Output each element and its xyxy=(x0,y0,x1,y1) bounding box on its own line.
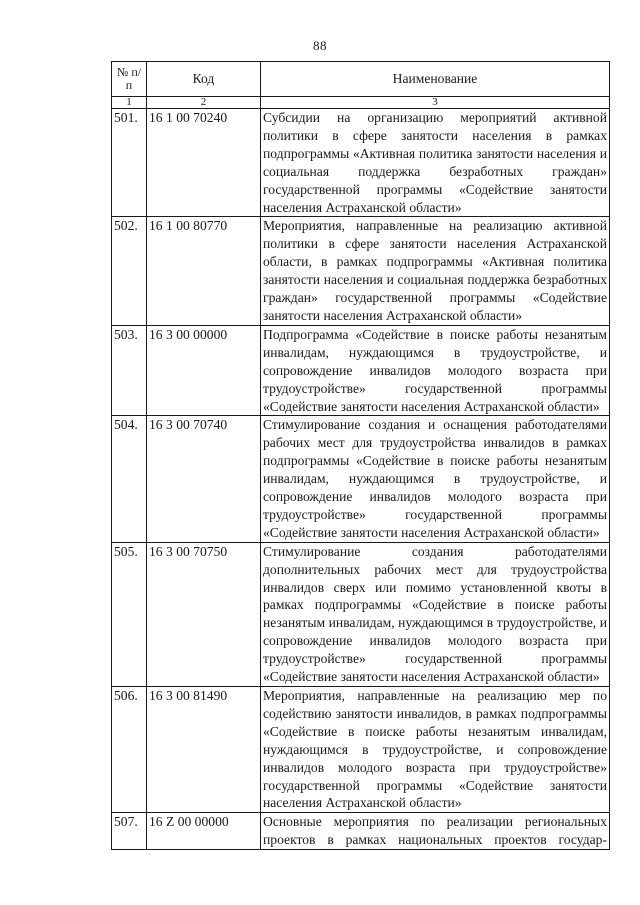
row-code: 16 1 00 70240 xyxy=(147,109,261,217)
column-index: 3 xyxy=(261,97,610,109)
row-number: 501. xyxy=(112,109,147,217)
row-code: 16 Z 00 00000 xyxy=(147,813,261,850)
table-row xyxy=(112,325,610,416)
table-row xyxy=(112,416,610,542)
row-name: Стимулирование создания и оснащения работодателями рабочих мест для трудоустройства инвалидов в рамках подпрограммы «Содействие в поиске работы незанятым инвалидам, нуждающимся в трудоустройстве, и сопровождение инвалидов молодого возраста при трудоустройстве» государственной программы «Содействие занятости населения Астраханской области» xyxy=(261,416,610,542)
column-index-row xyxy=(112,97,610,109)
table-row xyxy=(112,542,610,686)
row-name: Мероприятия, направленные на реализацию активной политики в сфере занятости населения Астраханской области, в рамках подпрограммы «Активная политика занятости населения и социальная поддержка безработных граждан» государственной программы «Содействие занятости населения Астраханской области» xyxy=(261,217,610,325)
row-number: 502. xyxy=(112,217,147,325)
header-number: № п/п xyxy=(112,62,147,97)
row-code: 16 3 00 81490 xyxy=(147,687,261,813)
table-row xyxy=(112,813,610,850)
table-header-row xyxy=(112,62,610,97)
table-row xyxy=(112,109,610,217)
table-row xyxy=(112,687,610,813)
header-code: Код xyxy=(147,62,261,97)
table-row xyxy=(112,217,610,325)
row-code: 16 1 00 80770 xyxy=(147,217,261,325)
row-code: 16 3 00 70740 xyxy=(147,416,261,542)
row-name: Основные мероприятия по реализации региональных проектов в рамках национальных проектов государ- xyxy=(261,813,610,850)
row-name: Подпрограмма «Содействие в поиске работы незанятым инвалидам, нуждающимся в трудоустройстве, и сопровождение инвалидов молодого возраста при трудоустройстве» государственной программы «Содействие занятости населения Астраханской области» xyxy=(261,325,610,416)
row-code: 16 3 00 00000 xyxy=(147,325,261,416)
budget-classification-table xyxy=(111,61,610,850)
header-name: Наименование xyxy=(261,62,610,97)
row-number: 507. xyxy=(112,813,147,850)
column-index: 2 xyxy=(147,97,261,109)
row-name: Субсидии на организацию мероприятий активной политики в сфере занятости населения в рамках подпрограммы «Активная политика занятости населения и социальная поддержка безработных граждан» государственной программы «Содействие занятости населения Астраханской области» xyxy=(261,109,610,217)
row-name: Мероприятия, направленные на реализацию мер по содействию занятости инвалидов, в рамках подпрограммы «Содействие в поиске работы незанятым инвалидам, нуждающимся в трудоустройстве, и сопровождение инвалидов молодого возраста при трудоустройстве» государственной программы «Содействие занятости населения Астраханской области» xyxy=(261,687,610,813)
row-code: 16 3 00 70750 xyxy=(147,542,261,686)
page-number: 88 xyxy=(313,38,327,53)
row-name: Стимулирование создания работодателями дополнительных рабочих мест для трудоустройства инвалидов сверх или помимо установленной квоты в рамках подпрограммы «Содействие в поиске работы незанятым инвалидам, нуждающимся в трудоустройстве, и сопровождение инвалидов молодого возраста при трудоустройстве» государственной программы «Содействие занятости населения Астраханской области» xyxy=(261,542,610,686)
row-number: 503. xyxy=(112,325,147,416)
row-number: 505. xyxy=(112,542,147,686)
column-index: 1 xyxy=(112,97,147,109)
row-number: 504. xyxy=(112,416,147,542)
row-number: 506. xyxy=(112,687,147,813)
